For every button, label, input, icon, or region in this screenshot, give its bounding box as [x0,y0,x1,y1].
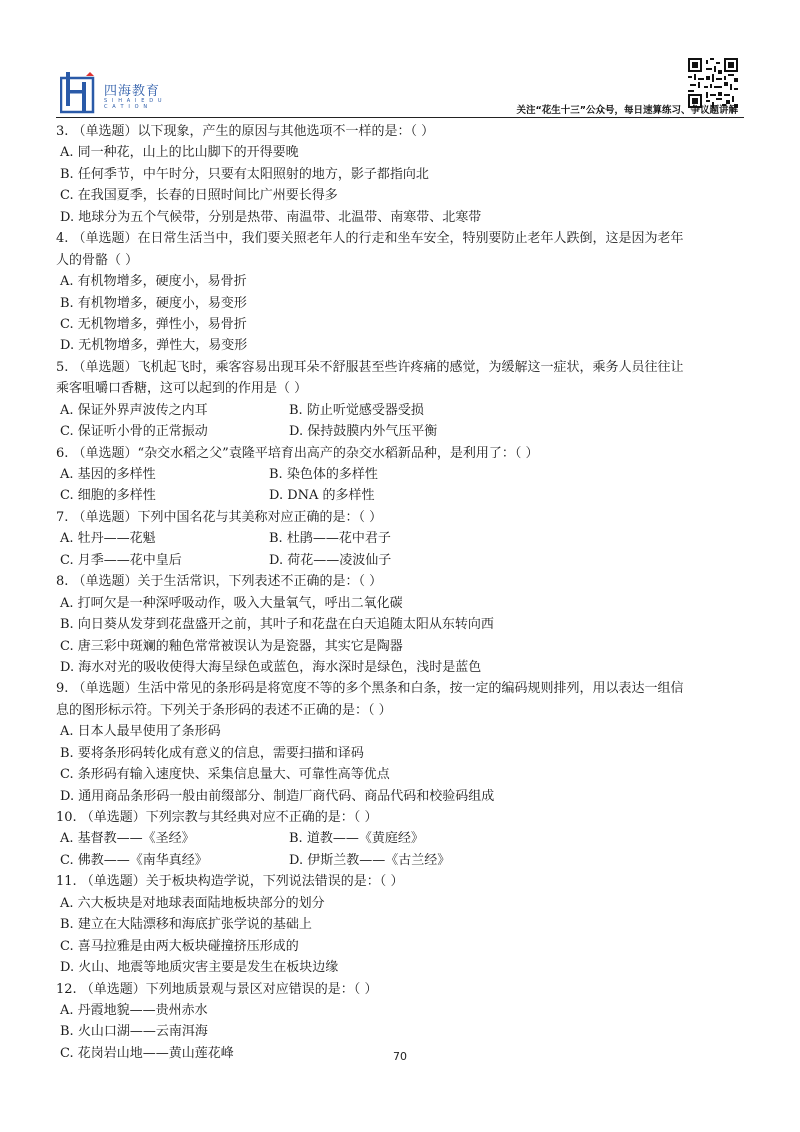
answer-option[interactable]: D. 无机物增多，弹性大，易变形 [60,338,248,354]
option-row [56,421,746,442]
question-stem-continued: 息的图形标示符。下列关于条形码的表述不正确的是：（ ） [56,702,392,718]
question-item [56,228,746,357]
answer-option[interactable]: B. 建立在大陆漂移和海底扩张学说的基础上 [60,917,312,933]
option-row [56,550,746,571]
option-row [56,485,746,506]
answer-option[interactable]: B. 防止听觉感受器受损 [289,402,424,418]
answer-option[interactable]: A. 基督教——《圣经》 [60,831,195,847]
question-item [56,571,746,678]
answer-option[interactable]: C. 在我国夏季，长春的日照时间比广州要长得多 [60,188,338,204]
logo-subtitle: S I H A I E D U C A T I O N [104,98,164,110]
answer-option[interactable]: D. 伊斯兰教——《古兰经》 [289,852,451,868]
question-item [56,678,746,807]
option-row [56,914,746,935]
question-stem: 9. （单选题）生活中常见的条形码是将宽度不等的多个黑条和白条，按一定的编码规则排列，用以表达一组信 [56,681,684,697]
answer-option[interactable]: C. 花岗岩山地——黄山莲花峰 [60,1045,234,1061]
option-row [56,721,746,742]
option-row [56,850,746,871]
question-stem: 11. （单选题）关于板块构造学说，下列说法错误的是：（ ） [56,874,404,890]
question-stem: 8. （单选题）关于生活常识，下列表述不正确的是：（ ） [56,574,383,590]
answer-option[interactable]: C. 喜马拉雅是由两大板块碰撞挤压形成的 [60,938,299,954]
answer-option[interactable]: B. 道教——《黄庭经》 [289,831,424,847]
option-row [56,207,746,228]
answer-option[interactable]: A. 基因的多样性 [60,467,156,482]
logo-text: 四海教育 [104,84,161,99]
answer-option[interactable]: C. 保证听小骨的正常振动 [60,424,208,440]
question-stem: 6. （单选题）“杂交水稻之父”袁隆平培育出高产的杂交水稻新品种，是利用了：（ ） [56,445,539,461]
answer-option[interactable]: B. 向日葵从发芽到花盘盛开之前，其叶子和花盘在白天追随太阳从东转向西 [60,617,494,633]
answer-option[interactable]: B. 火山口湖——云南洱海 [60,1024,208,1040]
question-item [56,357,746,443]
answer-option[interactable]: A. 打呵欠是一种深呼吸动作，吸入大量氧气，呼出二氧化碳 [60,595,403,611]
answer-option[interactable]: A. 有机物增多，硬度小，易骨折 [60,274,247,290]
answer-option[interactable]: C. 无机物增多，弹性小，易骨折 [60,316,247,332]
header-divider [56,117,744,118]
option-row [56,614,746,635]
question-stem-continued: 人的骨骼（ ） [56,252,139,268]
question-item [56,443,746,507]
answer-option[interactable]: B. 任何季节，中午时分，只要有太阳照射的地方，影子都指向北 [60,166,429,182]
answer-option[interactable]: C. 唐三彩中斑斓的釉色常常被误认为是瓷器，其实它是陶器 [60,638,403,654]
answer-option[interactable]: A. 同一种花，山上的比山脚下的开得要晚 [60,145,299,161]
answer-option[interactable]: B. 有机物增多，硬度小，易变形 [60,295,247,311]
question-stem: 12. （单选题）下列地质景观与景区对应错误的是：（ ） [56,981,378,997]
question-stem: 5. （单选题）飞机起飞时，乘客容易出现耳朵不舒服甚至些许疼痛的感觉，为缓解这一症状，乘务人员往往让 [56,359,684,375]
option-row [56,593,746,614]
answer-option[interactable]: A. 保证外界声波传之内耳 [60,402,208,418]
question-item [56,507,746,571]
option-row [56,957,746,978]
option-row [56,636,746,657]
answer-option[interactable]: D. 火山、地震等地质灾害主要是发生在板块边缘 [60,960,339,976]
answer-option[interactable]: B. 杜鹃——花中君子 [269,531,391,547]
answer-option[interactable]: B. 要将条形码转化成有意义的信息，需要扫描和译码 [60,745,364,761]
answer-option[interactable]: D. DNA 的多样性 [269,488,375,504]
answer-option[interactable]: D. 通用商品条形码一般由前缀部分、制造厂商代码、商品代码和校验码组成 [60,788,495,804]
option-row [56,185,746,206]
option-row [56,335,746,356]
question-stem: 7. （单选题）下列中国名花与其美称对应正确的是：（ ） [56,509,383,525]
option-row [56,828,746,849]
answer-option[interactable]: C. 细胞的多样性 [60,488,156,504]
answer-option[interactable]: D. 海水对光的吸收使得大海呈绿色或蓝色，海水深时是绿色，浅时是蓝色 [60,659,482,675]
qr-code-icon [688,58,738,108]
option-row [56,893,746,914]
option-row [56,142,746,163]
answer-option[interactable]: D. 保持鼓膜内外气压平衡 [289,424,438,440]
page-header [0,0,800,118]
question-stem: 10. （单选题）下列宗教与其经典对应不正确的是：（ ） [56,810,378,825]
logo-mark-icon [60,70,100,114]
option-row [56,743,746,764]
option-row [56,786,746,807]
answer-option[interactable]: A. 牡丹——花魁 [60,531,156,547]
question-item [56,807,746,871]
answer-option[interactable]: D. 荷花——凌波仙子 [269,552,392,568]
answer-option[interactable]: A. 日本人最早使用了条形码 [60,724,221,740]
option-row [56,764,746,785]
question-stem-continued: 乘客咀嚼口香糖，这可以起到的作用是（ ） [56,381,308,397]
question-list [56,121,746,1064]
option-row [56,936,746,957]
option-row [56,657,746,678]
question-item [56,871,746,978]
question-stem: 3. （单选题）以下现象，产生的原因与其他选项不一样的是：（ ） [56,124,435,139]
answer-option[interactable]: A. 丹霞地貌——贵州赤水 [60,1002,208,1018]
option-row [56,400,746,421]
option-row [56,271,746,292]
answer-option[interactable]: D. 地球分为五个气候带，分别是热带、南温带、北温带、南寒带、北寒带 [60,209,482,225]
question-item [56,121,746,228]
option-row [56,314,746,335]
option-row [56,528,746,549]
page-number: 70 [393,1050,407,1063]
answer-option[interactable]: C. 月季——花中皇后 [60,552,182,568]
header-note: 关注“花生十三”公众号，每日速算练习、争议题讲解 [516,105,738,116]
question-stem: 4. （单选题）在日常生活当中，我们要关照老年人的行走和坐车安全，特别要防止老年人跌倒，这是因为老年 [56,231,684,247]
option-row [56,464,746,485]
option-row [56,293,746,314]
option-row [56,164,746,185]
answer-option[interactable]: C. 佛教——《南华真经》 [60,852,208,868]
option-row [56,1000,746,1021]
answer-option[interactable]: C. 条形码有输入速度快、采集信息量大、可靠性高等优点 [60,767,390,783]
answer-option[interactable]: B. 染色体的多样性 [269,467,378,482]
logo [60,70,170,114]
option-row [56,1021,746,1042]
answer-option[interactable]: A. 六大板块是对地球表面陆地板块部分的划分 [60,895,325,911]
